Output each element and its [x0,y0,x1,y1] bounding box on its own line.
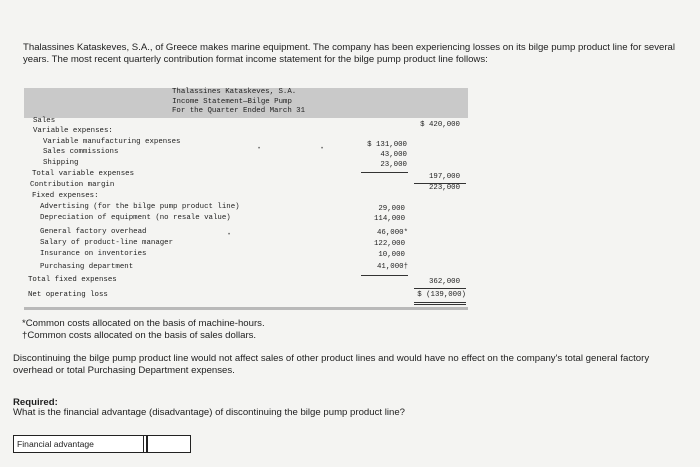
row-label: Fixed expenses: [32,192,99,200]
statement-company: Thalassines Kataskeves, S.A. [172,88,297,96]
required-label: Required: [13,397,58,408]
row-label: Depreciation of equipment (no resale value) [40,214,231,222]
row-label: Total fixed expenses [28,276,117,284]
footnote-machine-hours: *Common costs allocated on the basis of machine-hours. [22,318,265,329]
statement-title: Income Statement—Bilge Pump [172,97,292,106]
row-label: Contribution margin [30,181,115,189]
row-amount: 43,000 [380,151,407,159]
row-total: $ (139,000) [417,291,466,299]
statement-period: For the Quarter Ended March 31 [172,107,306,116]
row-label: Insurance on inventories [40,250,147,258]
statement-header [24,88,468,118]
statement-bottom-bar [24,307,468,310]
dot-mark: • [228,232,231,238]
dot-mark: • [258,146,261,152]
underline [361,275,408,276]
question-text: What is the financial advantage (disadvantage) of discontinuing the bilge pump product line? [13,407,405,418]
row-label: Advertising (for the bilge pump product line) [40,203,240,211]
underline [361,172,408,173]
row-amount: 23,000 [380,161,407,169]
row-label: Salary of product-line manager [40,239,174,247]
income-statement [24,88,468,308]
row-label: Purchasing department [40,263,134,271]
row-amount: 114,000 [373,215,405,223]
intro-text: Thalassines Kataskeves, S.A., of Greece makes marine equipment. The company has been experiencing losses on its bilge pump product line for several years. The most recent quarterly contribution format income statement for the bilge pump product line follows: [23,42,676,65]
row-amount: 41,000† [376,263,408,271]
row-label: Sales commissions [43,148,119,156]
answer-row [13,435,191,453]
double-underline [414,302,466,303]
row-total: 362,000 [428,278,460,286]
row-amount: 29,000 [378,205,405,213]
underline [414,288,466,289]
row-amount: 46,000* [376,229,408,237]
row-amount: $ 131,000 [367,141,407,149]
row-amount: 122,000 [373,240,405,248]
row-total: 197,000 [428,173,460,181]
financial-advantage-label: Financial advantage [14,436,144,452]
row-label: Variable manufacturing expenses [43,138,181,146]
financial-advantage-input[interactable] [146,436,190,452]
row-label: Variable expenses: [33,127,113,135]
row-label: Shipping [43,159,79,167]
row-label: General factory overhead [40,228,147,236]
dot-mark: • [321,146,324,152]
row-label: Net operating loss [28,291,108,299]
row-total: 223,000 [428,184,460,192]
row-label: Sales [33,117,56,125]
row-label: Total variable expenses [32,170,135,178]
discontinue-paragraph: Discontinuing the bilge pump product line would not affect sales of other product lines and would have no effect on the company's total general factory overhead or total Purchasing Department expenses. [13,353,650,376]
row-amount: 10,000 [378,251,405,259]
footnote-sales-dollars: †Common costs allocated on the basis of sales dollars. [22,330,257,341]
double-underline [414,304,466,305]
row-total: $ 420,000 [420,121,460,129]
